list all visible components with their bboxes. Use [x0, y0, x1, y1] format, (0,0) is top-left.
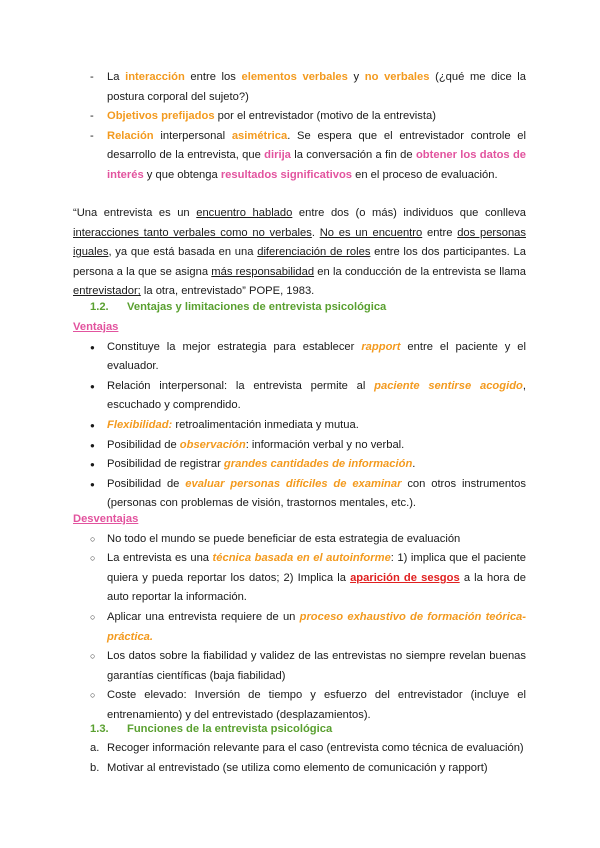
desventajas-heading: Desventajas — [73, 513, 139, 525]
bullet-marker: ● — [90, 440, 95, 450]
dash-list — [0, 68, 600, 186]
list-item: ○ Coste elevado: Inversión de tiempo y esfuerzo del entrevistador (incluye el entrenamiento) y del entrevistado (desplazamientos). — [107, 686, 526, 725]
section-title: Funciones de la entrevista psicológica — [127, 723, 333, 735]
quote-text: “Una entrevista es un encuentro hablado entre dos (o más) individuos que conlleva interacciones tanto verbales como no verbales. No es un encuentro entre dos personas iguales, ya que está basada en una diferenciación de roles entre los dos participantes. La persona a la que se asigna más responsabilidad en la conducción de la entrevista se llama entrevistador; la otra, entrevistado” POPE, 1983. — [73, 207, 526, 298]
bullet-marker: ● — [90, 381, 95, 391]
letter-marker: b. — [90, 761, 100, 774]
desventajas-section — [0, 510, 600, 726]
list-item: ● Constituye la mejor estrategia para establecer rapport entre el paciente y el evaluador. — [107, 338, 526, 377]
bullet-marker: ● — [90, 460, 95, 470]
dash-marker: - — [90, 110, 94, 123]
list-item — [90, 759, 547, 779]
ventajas-heading: Ventajas — [73, 321, 119, 333]
list-item: ● Posibilidad de registrar grandes cantidades de información. — [107, 455, 526, 475]
list-item: ○ Los datos sobre la fiabilidad y validez de las entrevistas no siempre revelan buenas garantías científicas (baja fiabilidad) — [107, 647, 526, 686]
list-item-text: La interacción entre los elementos verbales y no verbales (¿qué me dice la postura corporal del sujeto?) — [107, 71, 527, 103]
list-item: ● Flexibilidad: retroalimentación inmediata y mutua. — [107, 416, 526, 436]
ventajas-section — [0, 318, 600, 514]
list-item — [90, 68, 527, 107]
section-title: Ventajas y limitaciones de entrevista psicológica — [127, 301, 387, 313]
dash-marker: - — [90, 71, 94, 83]
bullet-marker: ● — [90, 420, 95, 430]
section-number: 1.3. — [90, 723, 109, 735]
list-item: ○ Aplicar una entrevista requiere de un proceso exhaustivo de formación teórica-práctica. — [107, 608, 526, 647]
list-item: ○ La entrevista es una técnica basada en el autoinforme: 1) implica que el paciente quiera y pueda reportar los datos; 2) Implica la aparición de sesgos a la hora de auto reportar la información. — [107, 549, 526, 608]
list-item-text: Objetivos prefijados por el entrevistador (motivo de la entrevista) — [107, 110, 436, 123]
list-item — [90, 739, 547, 759]
list-item-text: Motivar al entrevistado (se utiliza como elemento de comunicación y rapport) — [107, 761, 488, 774]
list-item: ● Posibilidad de observación: información verbal y no verbal. — [107, 436, 526, 456]
list-item: ○ No todo el mundo se puede beneficiar de esta estrategia de evaluación — [107, 530, 526, 550]
circle-marker: ○ — [90, 611, 96, 622]
list-item-text: Relación interpersonal asimétrica. Se espera que el entrevistador controle el desarrollo de la entrevista, que dirija la conversación a fin de obtener los datos de interés y que obtenga resultados significativos en el proceso de evaluación. — [107, 129, 526, 181]
list-item-text: Recoger información relevante para el caso (entrevista como técnica de evaluación) — [107, 742, 524, 754]
circle-marker: ○ — [90, 553, 96, 564]
funciones-list — [0, 739, 600, 778]
circle-marker: ○ — [90, 533, 96, 544]
section-number: 1.2. — [90, 301, 109, 313]
circle-marker: ○ — [90, 690, 96, 701]
section-heading — [0, 720, 600, 740]
list-item — [90, 127, 526, 186]
list-item — [90, 107, 526, 127]
list-item: ● Relación interpersonal: la entrevista permite al paciente sentirse acogido, escuchado y comprendido. — [107, 377, 526, 416]
section-heading — [0, 298, 600, 318]
letter-marker: a. — [90, 742, 100, 754]
quote-paragraph — [0, 204, 600, 302]
bullet-marker: ● — [90, 479, 95, 489]
circle-marker: ○ — [90, 651, 96, 662]
bullet-marker: ● — [90, 342, 95, 352]
list-item: ● Posibilidad de evaluar personas difíciles de examinar con otros instrumentos (personas con problemas de visión, trastornos mentales, etc.). — [107, 475, 526, 514]
dash-marker: - — [90, 129, 94, 142]
